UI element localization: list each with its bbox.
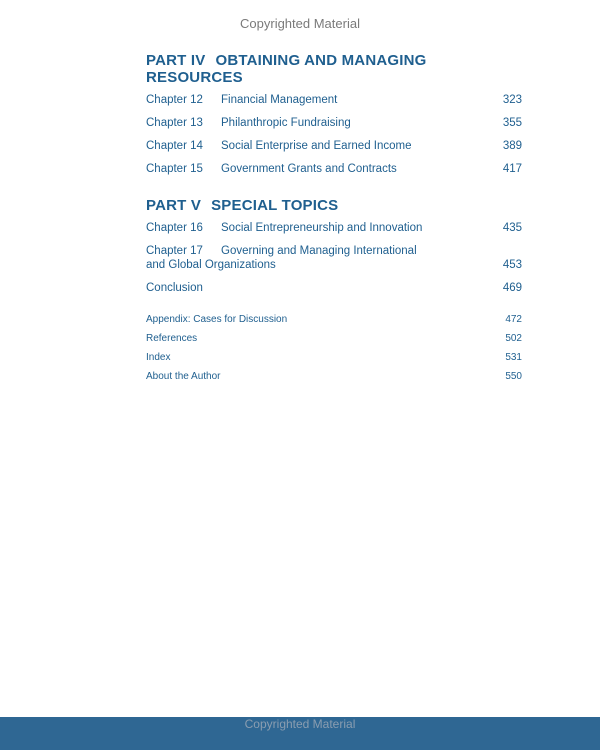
back-matter-title: Index: [146, 352, 171, 363]
footer-bar: [0, 717, 600, 750]
toc-entry-chapter-13[interactable]: [146, 116, 522, 130]
part-iv-heading: [146, 52, 446, 86]
chapter-title: Social Enterprise and Earned Income: [221, 140, 412, 152]
part-v-label: PART V: [146, 197, 202, 214]
toc-entry-chapter-14[interactable]: [146, 139, 522, 153]
back-matter-title: Appendix: Cases for Discussion: [146, 314, 288, 325]
chapter-title: Government Grants and Contracts: [221, 163, 397, 175]
page-number: 550: [505, 371, 522, 382]
chapter-title-line1: Governing and Managing International: [221, 245, 417, 257]
toc-entry-appendix[interactable]: [146, 314, 522, 326]
back-matter-title: About the Author: [146, 371, 221, 382]
toc-entry-chapter-16[interactable]: [146, 221, 522, 235]
part-iv-label: PART IV: [146, 52, 206, 69]
chapter-number: Chapter 14: [146, 140, 203, 152]
part-v-heading: [146, 197, 446, 214]
page-number: 531: [505, 352, 522, 363]
section-spacer: [146, 304, 522, 314]
page-number: 469: [502, 282, 522, 294]
toc-entry-references[interactable]: [146, 333, 522, 345]
part-iv-title-line1: OBTAINING AND MANAGING: [215, 52, 427, 69]
chapter-title: Social Entrepreneurship and Innovation: [221, 222, 423, 234]
part-v-title: SPECIAL TOPICS: [211, 197, 339, 214]
page-number: 417: [502, 163, 522, 175]
section-spacer: [146, 185, 522, 197]
chapter-number: Chapter 15: [146, 163, 203, 175]
copyright-watermark-bottom: Copyrighted Material: [244, 717, 356, 731]
conclusion-title: Conclusion: [146, 282, 203, 294]
toc-entry-about-the-author[interactable]: [146, 371, 522, 383]
toc-entry-chapter-15[interactable]: [146, 162, 522, 176]
chapter-title: Financial Management: [221, 94, 338, 106]
chapter-number: Chapter 12: [146, 94, 203, 106]
toc-entry-conclusion[interactable]: [146, 281, 522, 295]
page-number: 453: [502, 259, 522, 271]
back-matter-title: References: [146, 333, 198, 344]
page-number: 472: [505, 314, 522, 325]
page-number: 323: [502, 94, 522, 106]
toc-entry-chapter-12[interactable]: [146, 93, 522, 107]
page-number: 502: [505, 333, 522, 344]
part-iv-title-line2: RESOURCES: [146, 69, 243, 86]
page-number: 389: [502, 140, 522, 152]
table-of-contents: [146, 52, 522, 390]
toc-entry-chapter-17[interactable]: [146, 244, 522, 272]
chapter-title-line2: and Global Organizations: [146, 259, 276, 271]
chapter-number: Chapter 17: [146, 245, 203, 257]
chapter-number: Chapter 16: [146, 222, 203, 234]
toc-entry-index[interactable]: [146, 352, 522, 364]
page-number: 355: [502, 117, 522, 129]
page-number: 435: [502, 222, 522, 234]
chapter-number: Chapter 13: [146, 117, 203, 129]
chapter-title: Philanthropic Fundraising: [221, 117, 351, 129]
copyright-watermark-top: Copyrighted Material: [240, 16, 360, 31]
